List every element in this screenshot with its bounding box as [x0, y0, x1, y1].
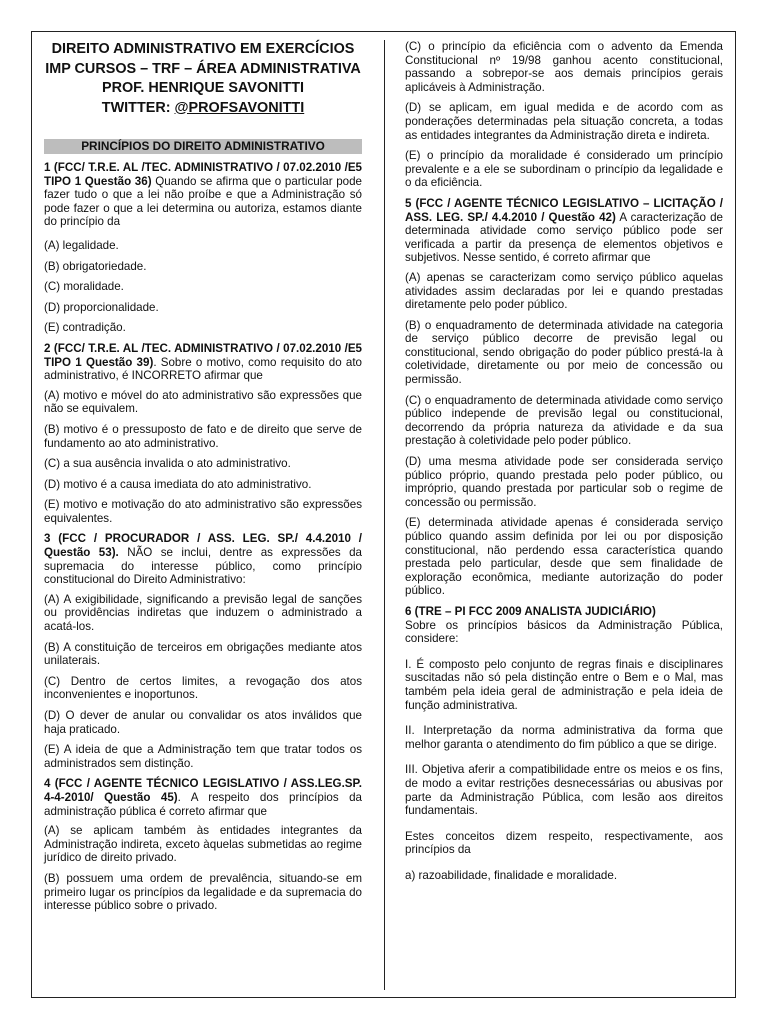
- question-1-option-e: (E) contradição.: [44, 321, 126, 335]
- question-1-option-c: (C) moralidade.: [44, 280, 124, 294]
- question-5-option-a: (A) apenas se caracterizam como serviço público aquelas atividades assim declaradas por lei e quando prestadas diretamente pelo poder público.: [405, 270, 723, 312]
- question-2-option-a: (A) motivo e móvel do ato administrativo são expressões que não se equivalem.: [44, 388, 362, 416]
- document-header: [44, 40, 362, 118]
- section-title: PRINCÍPIOS DO DIREITO ADMINISTRATIVO: [44, 139, 362, 154]
- question-5-option-c: (C) o enquadramento de determinada atividade como serviço público independe de previsão legal ou constitucional, decorrendo da própria natureza da atividade e da sua prestação à coletividade pelo poder público.: [405, 393, 723, 448]
- header-professor: PROF. HENRIQUE SAVONITTI: [101, 80, 304, 96]
- question-2-option-b: (B) motivo é o pressuposto de fato e de direito que serve de fundamento ao ato administrativo.: [44, 422, 362, 450]
- header-course: IMP CURSOS – TRF – ÁREA ADMINISTRATIVA: [45, 60, 361, 77]
- question-4-option-a: (A) se aplicam também às entidades integrantes da Administração indireta, exceto àquelas submetidas ao regime jurídico de direito privado.: [44, 824, 362, 865]
- header-title: DIREITO ADMINISTRATIVO EM EXERCÍCIOS: [51, 41, 355, 57]
- question-1-option-d: (D) proporcionalidade.: [44, 300, 159, 314]
- question-2-option-e: (E) motivo e motivação do ato administrativo são expressões equivalentes.: [44, 498, 362, 525]
- question-6-stem: Estes conceitos dizem respeito, respectivamente, aos princípios da: [405, 829, 723, 857]
- question-1: 1 (FCC/ T.R.E. AL /TEC. ADMINISTRATIVO / 07.02.2010 /E5 TIPO 1 Questão 36) Quando se afirma que o particular pode fazer tudo o que a lei não proíbe e que a Administração só pode fazer o que a lei determina ou autoriza, estamos diante do princípio da: [44, 161, 362, 229]
- question-6: 6 (TRE – PI FCC 2009 ANALISTA JUDICIÁRIO) Sobre os princípios básicos da Administração Pública, considere:: [405, 604, 723, 646]
- question-2-option-c: (C) a sua ausência invalida o ato administrativo.: [44, 457, 291, 471]
- question-2-option-d: (D) motivo é a causa imediata do ato administrativo.: [44, 477, 312, 491]
- question-5-option-b: (B) o enquadramento de determinada atividade na categoria de serviço público decorre de previsão legal ou constitucional, sendo obrigação do poder público prestá-la à coletividade, diretamente ou por meio de concessão ou permissão.: [405, 318, 723, 387]
- question-3-option-e: (E) A ideia de que a Administração tem que tratar todos os administrados sem distinção.: [44, 743, 362, 770]
- right-column: [405, 40, 723, 889]
- question-4-option-b: (B) possuem uma ordem de prevalência, situando-se em primeiro lugar os princípios da legalidade e da supremacia do interesse público sobre o privado.: [44, 871, 362, 913]
- question-3-option-b: (B) A constituição de terceiros em obrigações mediante atos unilaterais.: [44, 640, 362, 668]
- question-3-option-d: (D) O dever de anular ou convalidar os atos inválidos que haja praticado.: [44, 709, 362, 736]
- question-6-item-iii: III. Objetiva aferir a compatibilidade entre os meios e os fins, de modo a evitar restrições desnecessárias ou abusivas por parte da Administração Pública, com lesão aos direitos fundamentais.: [405, 763, 723, 818]
- question-3-option-a: (A) A exigibilidade, significando a previsão legal de sanções ou providências indiretas que induzem o administrado a acatá-los.: [44, 592, 362, 634]
- question-5-option-d: (D) uma mesma atividade pode ser considerada serviço público próprio, quando prestada pelo poder público, ou impróprio, quando prestada por particular sob o regime de concessão ou permissão.: [405, 455, 723, 509]
- question-4: 4 (FCC / AGENTE TÉCNICO LEGISLATIVO / ASS.LEG.SP. 4-4-2010/ Questão 45). A respeito dos princípios da administração pública é correto afirmar que: [44, 777, 363, 818]
- question-2: 2 (FCC/ T.R.E. AL /TEC. ADMINISTRATIVO / 07.02.2010 /E5 TIPO 1 Questão 39). Sobre o motivo, como requisito do ato administrativo, é INCORRETO afirmar que: [44, 341, 362, 383]
- question-3: 3 (FCC / PROCURADOR / ASS. LEG. SP./ 4.4.2010 / Questão 53). NÃO se inclui, dentre as expressões da supremacia do interesse público, como princípio constitucional do Direito Administrativo:: [44, 532, 362, 587]
- question-4-option-e: (E) o princípio da moralidade é considerado um princípio prevalente e a ele se subordinam o princípio da legalidade e o da eficiência.: [405, 149, 723, 190]
- column-divider: [384, 40, 385, 990]
- question-6-option-a: a) razoabilidade, finalidade e moralidade.: [405, 868, 618, 882]
- question-5: 5 (FCC / AGENTE TÉCNICO LEGISLATIVO – LICITAÇÃO / ASS. LEG. SP./ 4.4.2010 / Questão 42) A caracterização de determinada atividade como serviço público pode ser verificada a partir da presença de elementos objetivos e subjetivos. Nesse sentido, é correto afirmar que: [405, 196, 723, 265]
- question-4-option-c: (C) o princípio da eficiência com o advento da Emenda Constitucional nº 19/98 ganhou acento constitucional, passando a sobrepor-se aos demais princípios gerais aplicáveis à Administração.: [405, 40, 723, 94]
- left-column: [44, 40, 362, 920]
- question-1-option-b: (B) obrigatoriedade.: [44, 259, 147, 273]
- question-6-item-i: I. É composto pelo conjunto de regras finais e disciplinares suscitadas não só pela distinção entre o Bem e o Mal, mas também pela ideia geral de administração e pela ideia de função administrativa.: [405, 657, 723, 712]
- question-5-option-e: (E) determinada atividade apenas é considerada serviço público quando assim definida por lei ou por disposição constitucional, não perdendo essa característica quando prestada pelo particular, desde que sem finalidade de exploração econômica, mediante autorização do poder público.: [405, 516, 723, 598]
- question-6-item-ii: II. Interpretação da norma administrativa da forma que melhor garanta o atendimento do fim público a que se dirige.: [405, 724, 723, 751]
- header-twitter: TWITTER: @PROFSAVONITTI: [101, 99, 305, 116]
- question-4-option-d: (D) se aplicam, em igual medida e de acordo com as ponderações determinadas pela situação concreta, a todas as entidades integrantes da Administração direta e indireta.: [405, 101, 723, 142]
- twitter-handle-link[interactable]: @PROFSAVONITTI: [174, 99, 305, 116]
- question-1-option-a: (A) legalidade.: [44, 238, 119, 252]
- question-3-option-c: (C) Dentro de certos limites, a revogação dos atos inconvenientes e inoportunos.: [44, 674, 362, 702]
